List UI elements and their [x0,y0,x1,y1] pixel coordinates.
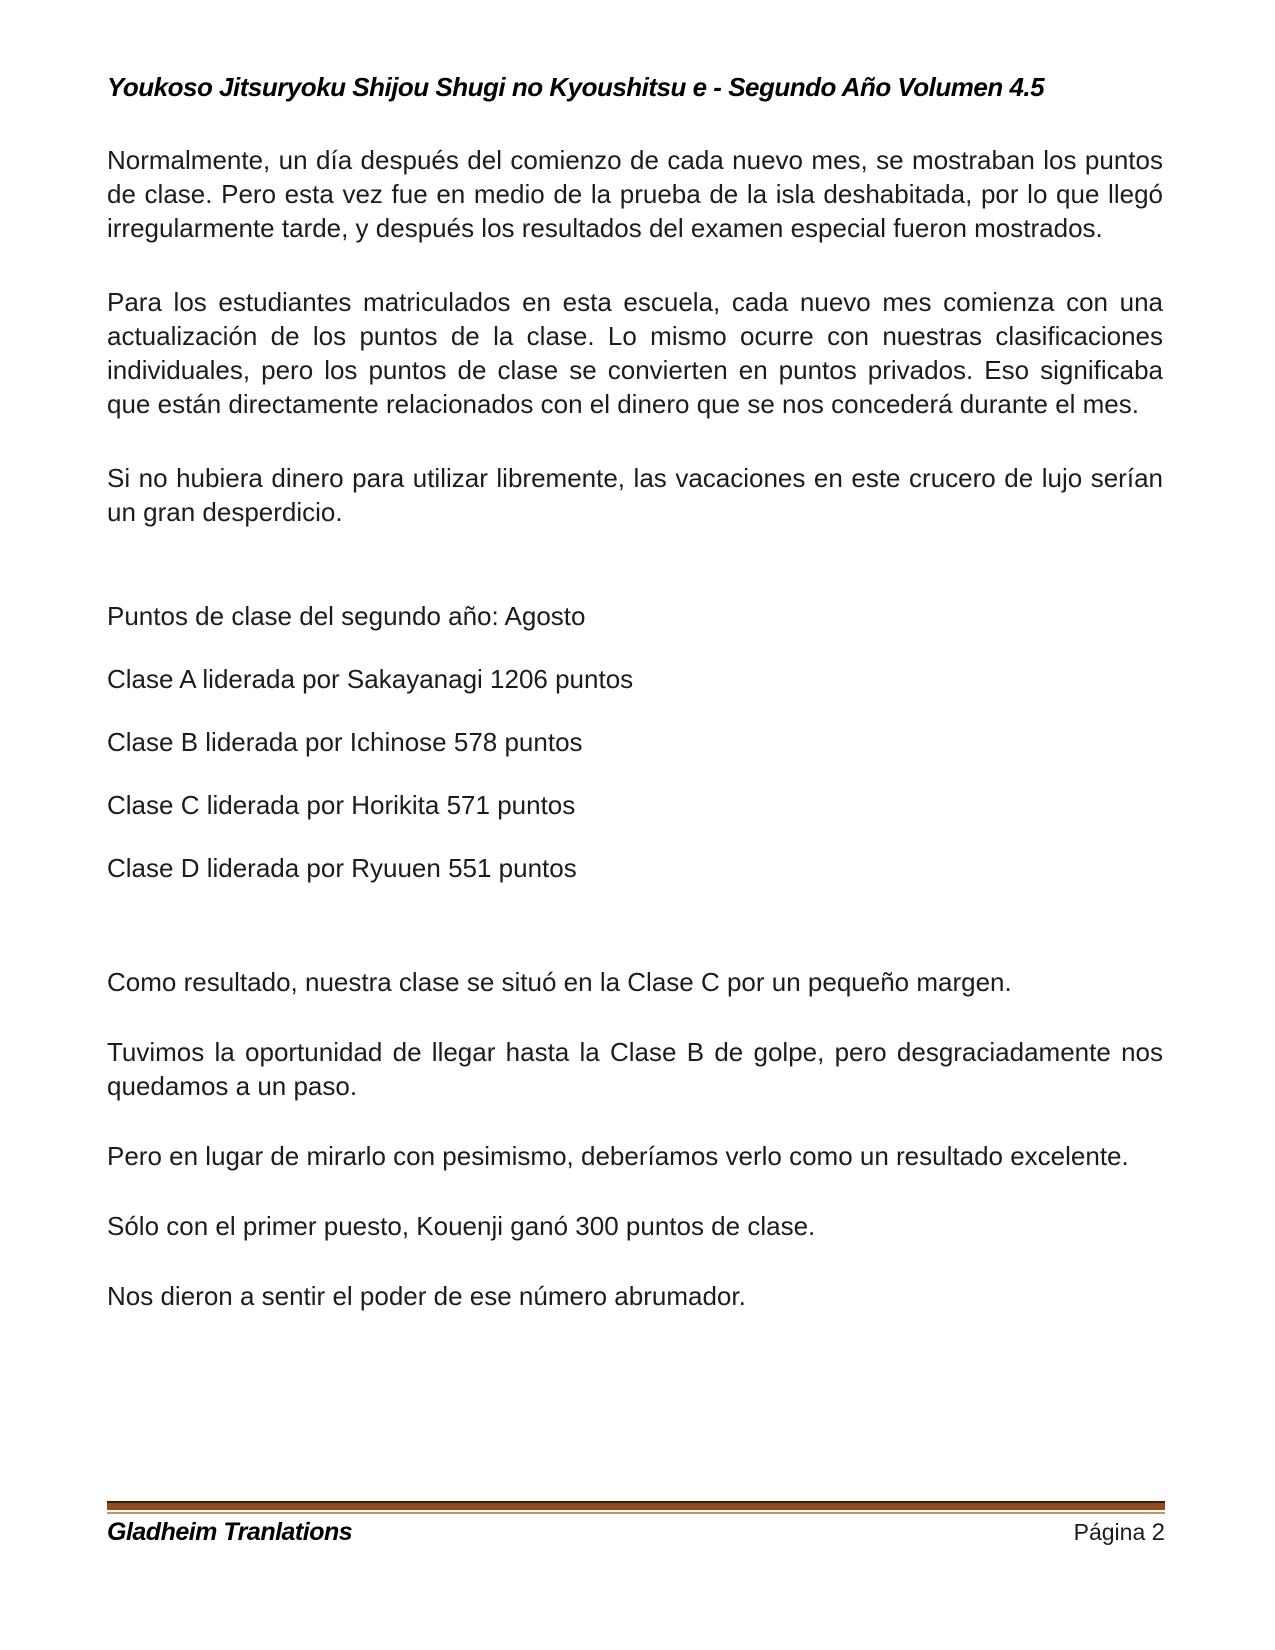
footer-page-number: 2 [1151,1519,1165,1546]
footer-rule-main-line [107,1503,1165,1510]
class-points-item-b: Clase B liderada por Ichinose 578 puntos [107,727,583,757]
footer-page-indicator [1074,1519,1165,1547]
class-points-item-c: Clase C liderada por Horikita 571 puntos [107,790,576,820]
document-body [107,143,1163,1349]
page-header-title: Youkoso Jitsuryoku Shijou Shugi no Kyoushitsu e - Segundo Año Volumen 4.5 [107,72,1045,102]
page-footer [107,1501,1165,1547]
class-points-item-a: Clase A liderada por Sakayanagi 1206 puntos [107,664,634,694]
paragraph: Normalmente, un día después del comienzo de cada nuevo mes, se mostraban los puntos de clase. Pero esta vez fue en medio de la prueba de la isla deshabitada, por lo que llegó irregularmente tarde, y después los resultados del examen especial fueron mostrados. [107,145,1163,243]
paragraph: Para los estudiantes matriculados en esta escuela, cada nuevo mes comienza con una actualización de los puntos de la clase. Lo mismo ocurre con nuestras clasificaciones individuales, pero los puntos de clase se convierten en puntos privados. Eso significaba que están directamente relacionados con el dinero que se nos concederá durante el mes. [107,287,1163,419]
footer-rule [107,1501,1165,1514]
class-points-title: Puntos de clase del segundo año: Agosto [107,601,586,631]
result-paragraphs [107,965,1163,1313]
paragraph: Sólo con el primer puesto, Kouenji ganó 300 puntos de clase. [107,1211,816,1241]
paragraph: Tuvimos la oportunidad de llegar hasta la Clase B de golpe, pero desgraciadamente nos quedamos a un paso. [107,1037,1163,1101]
paragraph: Pero en lugar de mirarlo con pesimismo, deberíamos verlo como un resultado excelente. [107,1141,1129,1171]
class-points-list [107,599,1163,885]
paragraph: Nos dieron a sentir el poder de ese número abrumador. [107,1281,746,1311]
paragraph: Si no hubiera dinero para utilizar libremente, las vacaciones en este crucero de lujo serían un gran desperdicio. [107,463,1163,527]
footer-brand: Gladheim Tranlations [107,1518,353,1546]
class-points-item-d: Clase D liderada por Ryuuen 551 puntos [107,853,577,883]
footer-row [107,1518,1165,1547]
footer-rule-light-line [107,1512,1165,1514]
paragraph: Como resultado, nuestra clase se situó en la Clase C por un pequeño margen. [107,967,1012,997]
footer-page-label: Página [1073,1519,1146,1545]
